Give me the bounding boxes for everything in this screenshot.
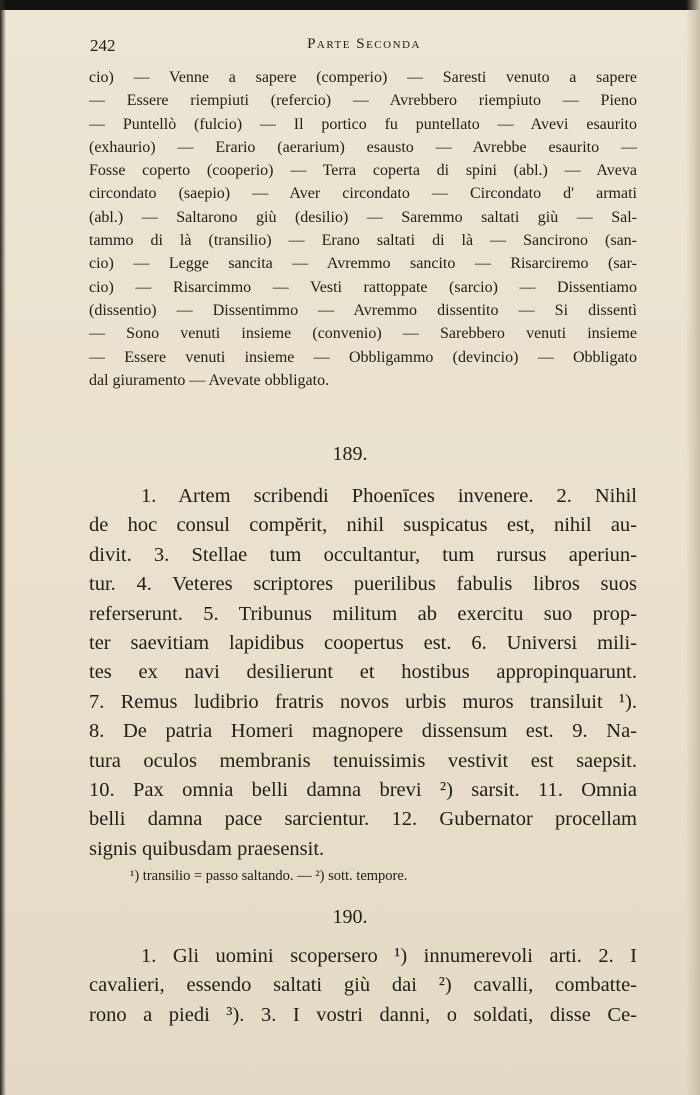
vocabulary-line: cio) — Risarcimmo — Vesti rattoppate (sarcio) — Dissentiamo [89,278,637,296]
page-number: 242 [90,36,116,55]
exercise-line: ter saevitiam lapidibus coopertus est. 6. Universi mili- [89,631,637,654]
vocabulary-line: — Sono venuti insieme (convenio) — Sarebbero venuti insieme [89,325,637,343]
exercise-line: 1. Artem scribendi Phoenīces invenere. 2. Nihil [141,485,637,507]
footnote: ¹) transilio = passo saltando. — ²) sott. tempore. [130,868,408,884]
exercise-189-text [89,482,637,864]
vocabulary-line: cio) — Legge sancita — Avremmo sancito — Risarciremo (sar- [89,255,637,273]
top-page-edge [0,0,700,10]
exercise-line: tura oculos membranis tenuissimis vestivit est saepsit. [89,749,637,772]
exercise-line: belli damna pace sarcientur. 12. Gubernator procellam [89,808,637,831]
left-page-edge [0,0,6,1095]
vocabulary-line: (abl.) — Saltarono giù (desilio) — Saremmo saltati giù — Sal- [89,208,637,226]
running-title: Parte Seconda [307,36,421,52]
vocabulary-line: cio) — Venne a sapere (comperio) — Saresti venuto a sapere [89,69,637,86]
exercise-line: tur. 4. Veteres scriptores puerilibus fabulis libros suos [89,573,637,596]
vocabulary-line: (exhaurio) — Erario (aerarium) esausto — Avrebbe esaurito — [89,138,637,156]
vocabulary-line: tammo di là (transilio) — Erano saltati di là — Sancirono (san- [89,232,637,250]
exercise-line: tes ex navi desilierunt et hostibus appropinquarunt. [89,661,637,684]
exercise-line: 7. Remus ludibrio fratris novos urbis muros transiluit ¹). [89,690,637,713]
vocabulary-line: — Essere venuti insieme — Obbligammo (devincio) — Obbligato [89,348,637,366]
exercise-line: signis quibusdam praesensit. [89,837,325,860]
exercise-190-text [89,942,637,1030]
page-header [90,36,638,60]
vocabulary-line: Fosse coperto (cooperio) — Terra coperta di spini (abl.) — Aveva [89,162,637,180]
section-number-189: 189. [332,443,368,465]
right-page-edge [686,0,700,1095]
section-number-190: 190. [332,906,368,928]
vocabulary-paragraph [89,66,637,392]
vocabulary-line: — Puntellò (fulcio) — Il portico fu puntellato — Avevi esaurito [89,115,637,133]
exercise-line: divit. 3. Stellae tum occultantur, tum rursus aperiun- [89,543,637,566]
exercise-line: 8. De patria Homeri magnopere dissensum est. 9. Na- [89,720,637,743]
vocabulary-line: circondato (saepio) — Aver circondato — Circondato d' armati [89,185,637,203]
exercise-line: de hoc consul compĕrit, nihil suspicatus est, nihil au- [89,514,637,537]
exercise-line: 10. Pax omnia belli damna brevi ²) sarsit. 11. Omnia [89,778,637,801]
exercise-line: referserunt. 5. Tribunus militum ab exercitu suo prop- [89,602,637,625]
vocabulary-line: — Essere riempiuti (refercio) — Avrebbero riempiuto — Pieno [89,92,637,110]
exercise-line: rono a piedi ³). 3. I vostri danni, o soldati, disse Ce- [89,1003,637,1026]
exercise-line: cavalieri, essendo saltati giù dai ²) cavalli, combatte- [89,974,637,997]
vocabulary-line: (dissentio) — Dissentimmo — Avremmo dissentito — Si dissentì [89,301,637,319]
vocabulary-line: dal giuramento — Avevate obbligato. [89,371,330,389]
exercise-line: 1. Gli uomini scopersero ¹) innumerevoli arti. 2. I [141,945,637,967]
